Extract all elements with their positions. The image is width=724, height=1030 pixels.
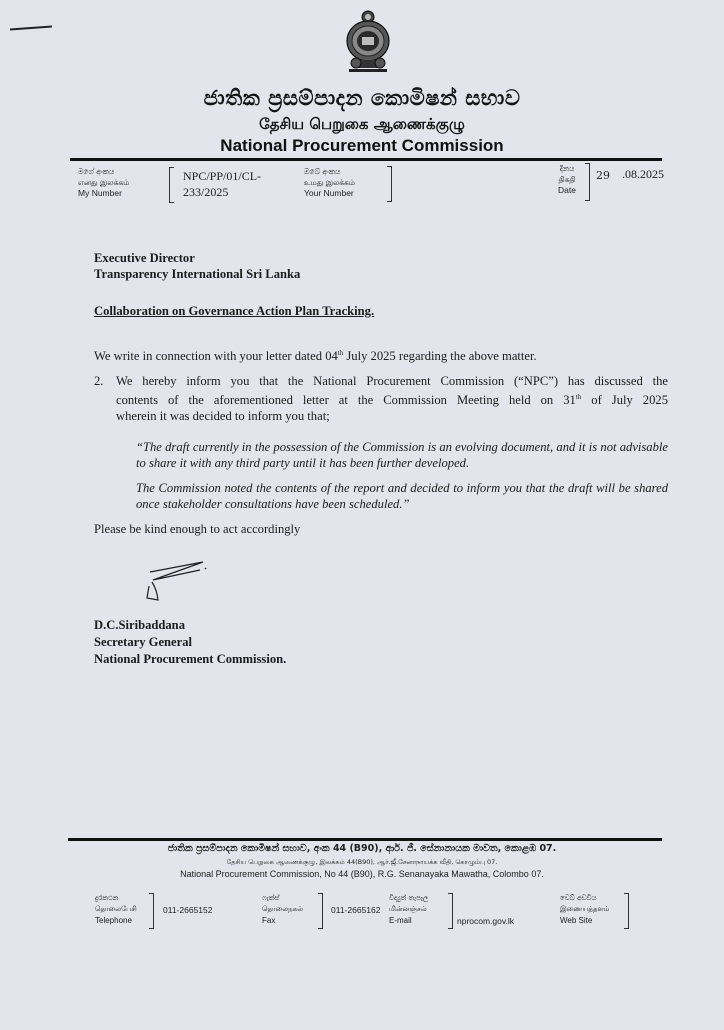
my-number-line1: NPC/PP/01/CL- xyxy=(183,169,262,183)
para2-line2-a: contents of the aforementioned letter at the Commission Meeting held on 31 xyxy=(116,393,576,408)
footer-address-english: National Procurement Commission, No 44 (B90), R.G. Senanayaka Mawatha, Colombo 07. xyxy=(180,869,544,879)
email-label-si: විද්‍යුත් තැපෑල xyxy=(389,894,429,902)
handwritten-signature xyxy=(145,560,215,610)
paragraph-2-number: 2. xyxy=(94,374,104,388)
signatory-name: D.C.Siribaddana xyxy=(94,618,185,632)
my-number-bracket xyxy=(169,167,174,203)
letter-subject: Collaboration on Governance Action Plan Tracking. xyxy=(94,304,375,318)
header-rule xyxy=(70,158,662,161)
your-number-label-ta: உமது இலக்கம் xyxy=(304,178,355,187)
para1-text-a: We write in connection with your letter dated 04 xyxy=(94,349,338,364)
closing-line: Please be kind enough to act accordingly xyxy=(94,522,301,536)
email-label-en: E-mail xyxy=(389,916,412,925)
telephone-bracket xyxy=(149,893,154,929)
my-number-label-ta: எனது இலக்கம் xyxy=(78,178,130,187)
my-number-line2: 233/2025 xyxy=(183,185,229,199)
date-label xyxy=(558,163,576,196)
my-number-value xyxy=(183,168,261,200)
date-value: .08.2025 xyxy=(622,167,664,181)
your-number-label xyxy=(304,166,355,199)
footer-rule xyxy=(68,838,662,841)
date-label-si: දිනය xyxy=(559,164,575,173)
para2-line2-b: of July 2025 xyxy=(581,393,668,408)
paragraph-2 xyxy=(116,373,668,424)
my-number-label-en: My Number xyxy=(78,188,122,198)
quote-paragraph-2: The Commission noted the contents of the report and decided to inform you that the draft will be shared once stakeholder consultations have been scheduled.” xyxy=(136,481,668,511)
signatory-organisation: National Procurement Commission. xyxy=(94,652,287,666)
email-value: nprocom.gov.lk xyxy=(457,916,515,926)
date-bracket xyxy=(585,163,590,201)
telephone-label xyxy=(95,893,137,926)
my-number-label xyxy=(78,166,129,199)
telephone-label-en: Telephone xyxy=(95,916,132,925)
paragraph-1 xyxy=(94,345,537,364)
para2-line2 xyxy=(116,389,668,408)
date-label-en: Date xyxy=(558,185,576,195)
org-name-english: National Procurement Commission xyxy=(220,136,504,155)
email-label-ta: மின்னஞ்சல் xyxy=(389,905,427,913)
fax-label xyxy=(262,893,303,926)
stray-pen-mark xyxy=(10,26,52,31)
addressee-title: Executive Director xyxy=(94,251,195,265)
fax-label-ta: தொலைநகல் xyxy=(262,905,303,913)
para2-line1: We hereby inform you that the National Procurement Commission (“NPC”) has discussed the xyxy=(116,374,668,388)
sri-lanka-emblem-icon xyxy=(343,8,393,74)
your-number-bracket xyxy=(387,166,392,202)
website-label-si: වෙබ් අඩවිය xyxy=(560,894,597,902)
email-bracket xyxy=(448,893,453,929)
telephone-label-ta: தொலைபேசி xyxy=(95,905,137,913)
addressee-organisation: Transparency International Sri Lanka xyxy=(94,267,301,281)
telephone-label-si: දුරකථන xyxy=(95,894,119,902)
date-label-ta: திகதி xyxy=(558,175,576,184)
website-label-en: Web Site xyxy=(560,916,593,925)
footer-address-tamil: தேசிய பெறுகை ஆணைக்குழு, இலக்கம் 44(B90), ஆர்.ஜீ.சேனாநாயக்க வீதி, கொழும்பு 07. xyxy=(226,858,498,866)
para1-sup: th xyxy=(337,349,344,357)
your-number-label-en: Your Number xyxy=(304,188,354,198)
my-number-label-si: මගේ අංකය xyxy=(78,167,115,176)
date-day-handwritten: 29 xyxy=(596,169,610,182)
telephone-value: 011-2665152 xyxy=(163,905,213,915)
para1-text-b: July 2025 regarding the above matter. xyxy=(343,349,537,364)
website-label-ta: இணையத்தளம் xyxy=(560,905,610,913)
your-number-label-si: ඔබේ අංකය xyxy=(304,167,341,176)
website-bracket xyxy=(624,893,629,929)
org-name-tamil: தேசிய பெறுகை ஆணைக்குழு xyxy=(259,115,465,133)
website-label xyxy=(560,893,609,926)
email-label xyxy=(389,893,428,926)
signatory-title: Secretary General xyxy=(94,635,193,649)
quote-paragraph-1: “The draft currently in the possession of the Commission is an evolving document, and it is not advisable to share it with any third party until it has been further developed. xyxy=(136,440,668,470)
footer-address-sinhala: ජාතික ප්‍රසම්පාදන කොමිෂන් සභාව, අංක 44 (B90), ආර්. ජී. සේනානායක මාවත, කොළඹ 07. xyxy=(167,843,557,854)
fax-label-si: ෆැක්ස් xyxy=(262,894,280,902)
org-name-sinhala: ජාතික ප්‍රසම්පාදන කොමිෂන් සභාව xyxy=(203,86,521,110)
para2-sup: th xyxy=(575,393,582,401)
para2-line3: wherein it was decided to inform you that; xyxy=(116,409,330,424)
fax-label-en: Fax xyxy=(262,916,276,925)
fax-value: 011-2665162 xyxy=(331,905,381,915)
fax-bracket xyxy=(318,893,323,929)
